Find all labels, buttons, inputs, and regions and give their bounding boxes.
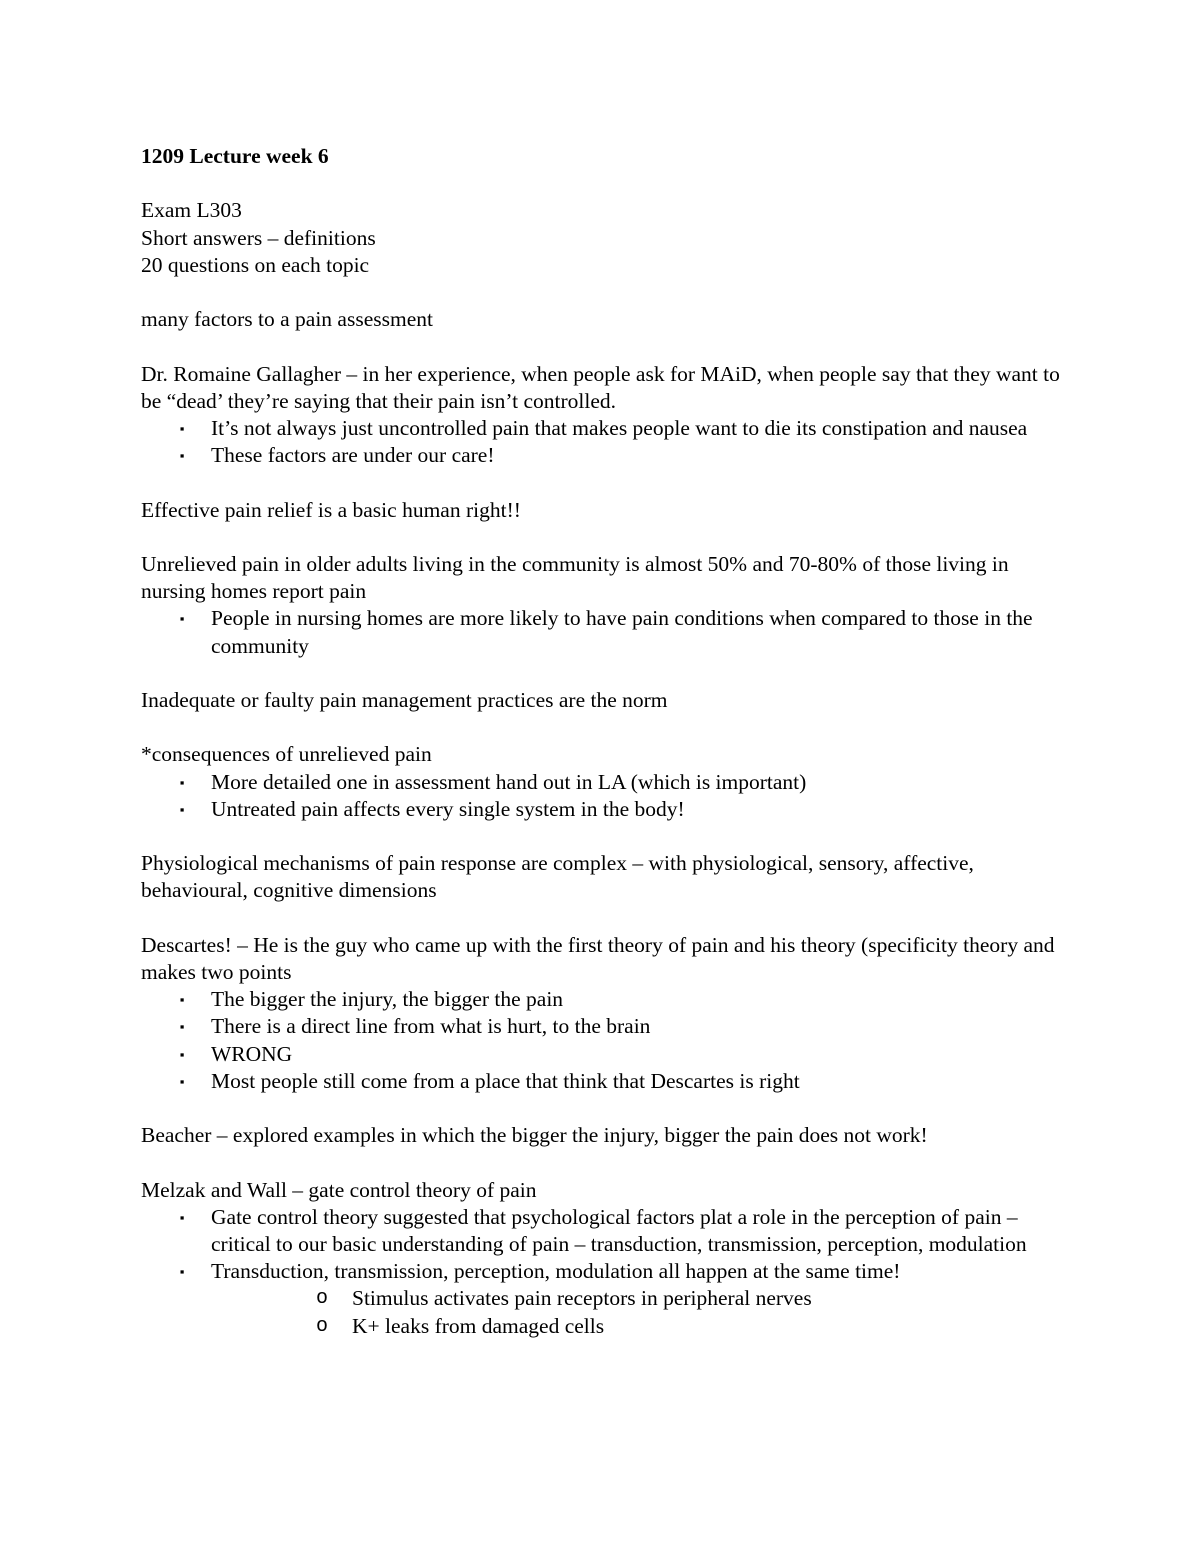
descartes-paragraph: Descartes! – He is the guy who came up with the first theory of pain and his theory (specificity theory and makes two points	[141, 932, 1055, 984]
square-bullet-icon: ▪	[179, 1046, 185, 1062]
inadequate-paragraph: Inadequate or faulty pain management practices are the norm	[141, 687, 668, 712]
beacher-paragraph: Beacher – explored examples in which the bigger the injury, bigger the pain does not work!	[141, 1123, 928, 1148]
square-bullet-icon: ▪	[179, 1264, 185, 1280]
blank-line	[141, 333, 1076, 360]
circle-bullet-icon: o	[316, 1287, 329, 1311]
consequences-bullet-list	[141, 769, 1076, 823]
blank-line	[141, 660, 1076, 687]
gallagher-bullet-list	[141, 415, 1076, 469]
list-item-text: There is a direct line from what is hurt, to the brain	[211, 1014, 651, 1039]
list-item	[141, 769, 1076, 796]
list-item	[141, 1204, 1076, 1258]
square-bullet-icon: ▪	[179, 774, 185, 790]
square-bullet-icon: ▪	[179, 801, 185, 817]
blank-line	[141, 823, 1076, 850]
descartes-bullet-list	[141, 986, 1076, 1095]
exam-room-line: Exam L303	[141, 198, 242, 223]
square-bullet-icon: ▪	[179, 611, 185, 627]
human-right-paragraph: Effective pain relief is a basic human right!!	[141, 497, 521, 522]
blank-line	[141, 714, 1076, 741]
sub-list-item-text: K+ leaks from damaged cells	[352, 1313, 605, 1338]
blank-line	[141, 279, 1076, 306]
unrelieved-bullet-list	[141, 605, 1076, 659]
list-item-text: WRONG	[211, 1041, 293, 1066]
blank-line	[141, 524, 1076, 551]
list-item	[141, 1041, 1076, 1068]
list-item	[141, 1013, 1076, 1040]
list-item	[141, 796, 1076, 823]
sub-list-item	[211, 1285, 1076, 1312]
square-bullet-icon: ▪	[179, 992, 185, 1008]
list-item	[141, 415, 1076, 442]
gallagher-paragraph: Dr. Romaine Gallagher – in her experience, when people ask for MAiD, when people say that they want to be “dead’ they’re saying that their pain isn’t controlled.	[141, 361, 1060, 413]
list-item	[141, 1068, 1076, 1095]
blank-line	[141, 469, 1076, 496]
square-bullet-icon: ▪	[179, 1209, 185, 1225]
consequences-paragraph: *consequences of unrelieved pain	[141, 742, 432, 767]
list-item-text: Most people still come from a place that think that Descartes is right	[211, 1068, 800, 1093]
factors-paragraph: many factors to a pain assessment	[141, 307, 433, 332]
list-item-text: These factors are under our care!	[211, 443, 495, 468]
list-item	[141, 442, 1076, 469]
list-item-text: More detailed one in assessment hand out in LA (which is important)	[211, 769, 807, 794]
exam-questions-line: 20 questions on each topic	[141, 252, 370, 277]
list-item	[141, 1258, 1076, 1340]
melzak-sub-bullet-list	[211, 1285, 1076, 1339]
blank-line	[141, 1149, 1076, 1176]
list-item	[141, 605, 1076, 659]
exam-format-line: Short answers – definitions	[141, 225, 376, 250]
document-page	[141, 143, 1076, 1340]
list-item-text: The bigger the injury, the bigger the pain	[211, 987, 564, 1012]
circle-bullet-icon: o	[316, 1314, 329, 1338]
list-item	[141, 986, 1076, 1013]
square-bullet-icon: ▪	[179, 420, 185, 436]
square-bullet-icon: ▪	[179, 1073, 185, 1089]
physiological-paragraph: Physiological mechanisms of pain response are complex – with physiological, sensory, affective, behavioural, cognitive dimensions	[141, 851, 974, 903]
melzak-bullet-list	[141, 1204, 1076, 1340]
list-item-text: People in nursing homes are more likely to have pain conditions when compared to those in the community	[211, 606, 1033, 658]
sub-list-item-text: Stimulus activates pain receptors in peripheral nerves	[352, 1286, 812, 1311]
list-item-text: Transduction, transmission, perception, modulation all happen at the same time!	[211, 1259, 901, 1284]
list-item-text: It’s not always just uncontrolled pain that makes people want to die its constipation and nausea	[211, 415, 1028, 440]
blank-line	[141, 1095, 1076, 1122]
document-title: 1209 Lecture week 6	[141, 144, 329, 168]
sub-list-item	[211, 1313, 1076, 1340]
blank-line	[141, 170, 1076, 197]
square-bullet-icon: ▪	[179, 1019, 185, 1035]
square-bullet-icon: ▪	[179, 448, 185, 464]
list-item-text: Gate control theory suggested that psychological factors plat a role in the perception of pain – critical to our basic understanding of pain – transduction, transmission, perception, modulation	[211, 1204, 1027, 1256]
melzak-paragraph: Melzak and Wall – gate control theory of pain	[141, 1177, 537, 1202]
blank-line	[141, 905, 1076, 932]
unrelieved-paragraph: Unrelieved pain in older adults living in the community is almost 50% and 70-80% of those living in nursing homes report pain	[141, 551, 1009, 604]
list-item-text: Untreated pain affects every single system in the body!	[211, 796, 685, 821]
